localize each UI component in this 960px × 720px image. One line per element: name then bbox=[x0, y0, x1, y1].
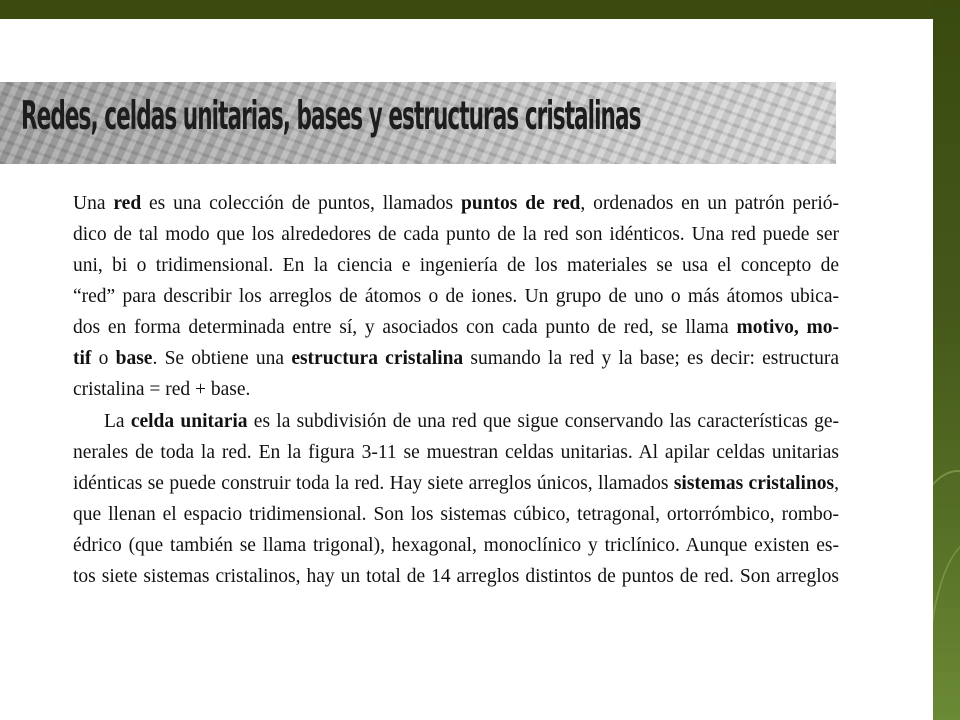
text-line bbox=[73, 219, 839, 250]
paragraph bbox=[73, 406, 839, 592]
key-term: motivo, mo- bbox=[736, 317, 839, 338]
text-line bbox=[73, 343, 839, 374]
text-line bbox=[73, 250, 839, 281]
text-line bbox=[73, 468, 839, 499]
text-run: tos siete sistemas cristalinos, hay un total de 14 arreglos distintos de puntos de red. Son arreglos bbox=[73, 566, 839, 587]
text-body bbox=[73, 188, 839, 592]
slide-frame-right bbox=[933, 0, 960, 720]
text-run: es la subdivisión de una red que sigue conservando las características ge- bbox=[247, 411, 839, 432]
key-term: estructura cristalina bbox=[291, 348, 464, 369]
text-run: édrico (que también se llama trigonal), hexagonal, monoclínico y triclínico. Aunque existen es- bbox=[73, 535, 839, 556]
text-run: dos en forma determinada entre sí, y asociados con cada punto de red, se llama bbox=[73, 317, 737, 338]
key-term: tif bbox=[73, 348, 92, 369]
slide-frame-top bbox=[0, 0, 960, 19]
text-line bbox=[73, 530, 839, 561]
text-line bbox=[73, 561, 839, 592]
text-run: nerales de toda la red. En la figura 3-11 se muestran celdas unitarias. Al apilar celdas unitarias bbox=[73, 442, 839, 463]
text-run: o bbox=[91, 348, 116, 369]
key-term: red bbox=[113, 193, 142, 214]
text-run: es una colección de puntos, llamados bbox=[141, 193, 461, 214]
text-line bbox=[73, 406, 839, 437]
text-line bbox=[73, 374, 839, 405]
text-line bbox=[73, 188, 839, 219]
text-line bbox=[73, 281, 839, 312]
text-run: cristalina = red + base. bbox=[73, 379, 251, 400]
key-term: sistemas cristalinos bbox=[673, 473, 835, 494]
key-term: celda unitaria bbox=[130, 411, 248, 432]
key-term: puntos de red bbox=[461, 193, 581, 214]
text-line bbox=[73, 312, 839, 343]
text-run: , ordenados en un patrón perió- bbox=[580, 193, 840, 214]
heading-banner bbox=[0, 82, 836, 164]
key-term: base bbox=[115, 348, 153, 369]
text-run: uni, bi o tridimensional. En la ciencia e ingeniería de los materiales se usa el concepto de bbox=[73, 255, 839, 276]
text-run: idénticas se puede construir toda la red. Hay siete arreglos únicos, llamados bbox=[73, 473, 674, 494]
text-line bbox=[73, 499, 839, 530]
section-heading: Redes, celdas unitarias, bases y estructuras cristalinas bbox=[21, 94, 641, 139]
text-run: que llenan el espacio tridimensional. Son los sistemas cúbico, tetragonal, ortorrómbico, rombo- bbox=[73, 504, 839, 525]
text-run: Una bbox=[73, 193, 114, 214]
text-run: La bbox=[104, 411, 131, 432]
text-run: sumando la red y la base; es decir: estructura bbox=[463, 348, 840, 369]
text-run: . Se obtiene una bbox=[152, 348, 292, 369]
text-run: , bbox=[834, 473, 840, 494]
text-line bbox=[73, 437, 839, 468]
text-run: “red” para describir los arreglos de átomos o de iones. Un grupo de uno o más átomos ubica- bbox=[73, 286, 839, 307]
paragraph bbox=[73, 188, 839, 405]
text-run: dico de tal modo que los alrededores de cada punto de la red son idénticos. Una red puede ser bbox=[73, 224, 839, 245]
